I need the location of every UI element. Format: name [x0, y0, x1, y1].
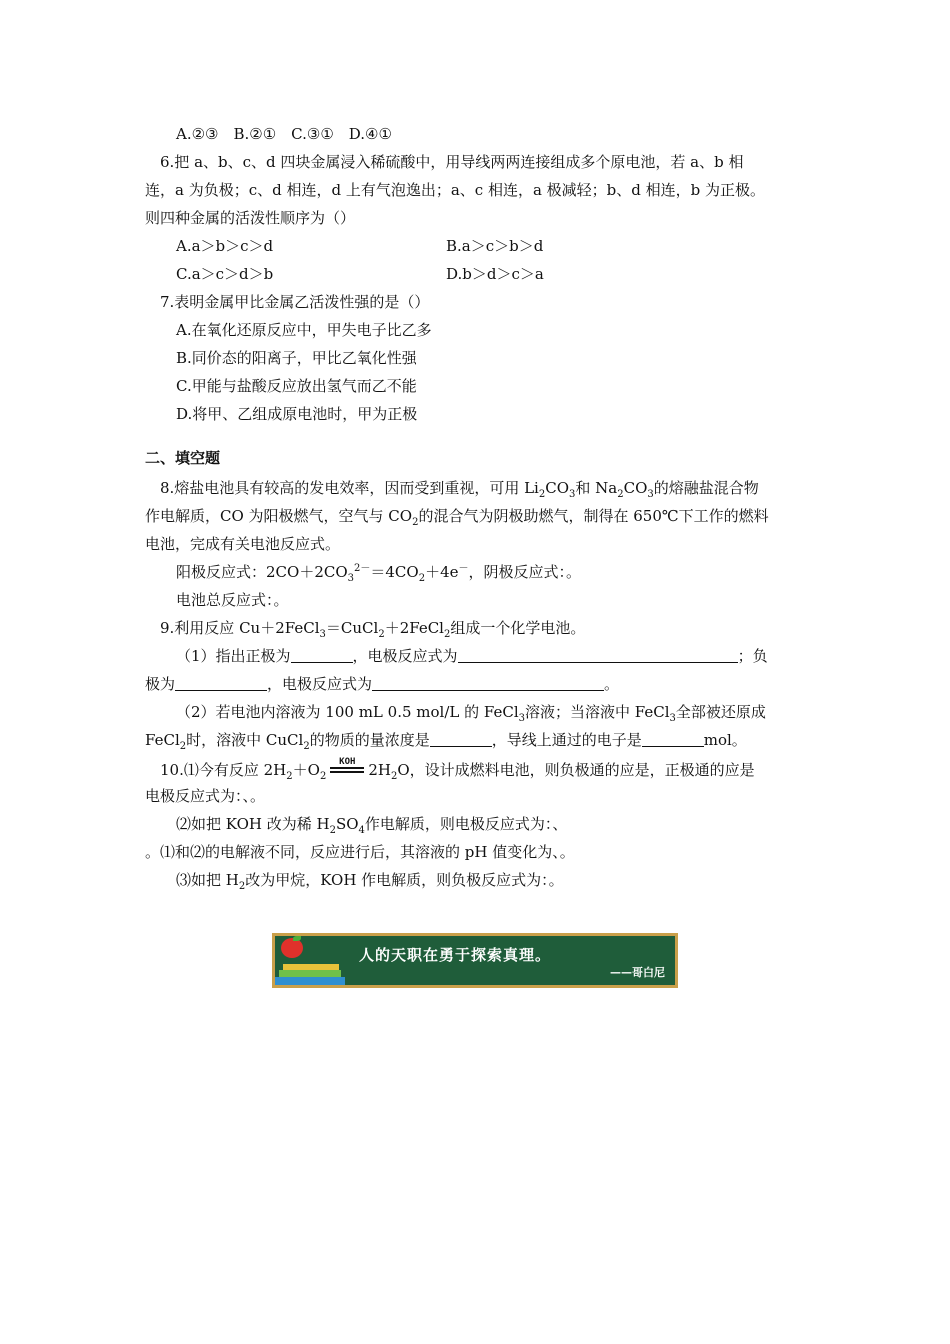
books-icon [275, 963, 345, 985]
q7-option-c: C.甲能与盐酸反应放出氢气而乙不能 [176, 377, 417, 395]
banner-author: ——哥白尼 [610, 966, 665, 979]
q9-stem: 9.利用反应 Cu＋2FeCl$_3$＝CuCl$_2$＋2FeCl$_2$组成一个化学电池。 [160, 619, 586, 640]
q8-line1: 8.熔盐电池具有较高的发电效率，因而受到重视，可用 $Li_2CO_3$和 $Na_2CO_3$的熔融盐混合物 [160, 479, 759, 500]
q9-part2-line2: FeCl$_2$时，溶液中 CuCl$_2$的物质的量浓度是 ，导线上通过的电子是 mol。 [145, 731, 747, 752]
q10-part1-line2: 电极反应式为：、。 [145, 787, 266, 805]
concentration-blank[interactable] [430, 731, 492, 747]
q6-option-a: A.a＞b＞c＞d [176, 237, 274, 255]
q7-option-a: A.在氧化还原反应中，甲失电子比乙多 [176, 321, 432, 339]
q6-stem-line2: 连，a 为负极；c、d 相连，d 上有气泡逸出；a、c 相连，a 极减轻；b、d 相连，b 为正极。 [145, 181, 766, 199]
q6-stem-line3: 则四种金属的活泼性顺序为（） [145, 209, 356, 227]
q7-option-d: D.将甲、乙组成原电池时，甲为正极 [176, 405, 418, 423]
q8-line3: 电池，完成有关电池反应式。 [145, 535, 341, 553]
banner-quote: 人的天职在勇于探索真理。 [359, 946, 552, 964]
q8-anode-equation: 阳极反应式：$2CO+2CO_3^{2-}=4CO_2+4e^-$，阴极反应式：。 [176, 563, 582, 584]
q10-part3: ⑶如把 $H_2$改为甲烷，KOH 作电解质，则负极反应式为：。 [176, 871, 564, 892]
apple-icon [281, 938, 303, 958]
negative-equation-blank[interactable] [372, 675, 604, 691]
chalkboard [275, 936, 675, 985]
q10-part2-line1: ⑵如把 KOH 改为稀 $H_2SO_4$作电解质，则电极反应式为：、 [176, 815, 568, 836]
q8-line2: 作电解质，CO 为阳极燃气，空气与 $CO_2$的混合气为阴极助燃气，制得在 650℃下工作的燃料 [145, 507, 769, 528]
q9-part2-line1: （2）若电池内溶液为 100 mL 0.5 mol/L 的 FeCl$_3$溶液；当溶液中 FeCl$_3$全部被还原成 [176, 703, 766, 724]
section-title: 二、填空题 [145, 449, 221, 467]
q8-total-equation: 电池总反应式：。 [176, 591, 289, 609]
q9-part1-line1: （1）指出正极为 ，电极反应式为 ；负 [176, 647, 768, 665]
leaf-icon [293, 936, 301, 941]
q5-options: A.②③ B.②① C.③① D.④① [176, 125, 392, 143]
q9-part1-line2: 极为 ，电极反应式为 。 [145, 675, 620, 693]
positive-electrode-blank[interactable] [291, 647, 353, 663]
positive-equation-blank[interactable] [458, 647, 738, 663]
electron-blank[interactable] [642, 731, 704, 747]
koh-reaction-arrow: KOH [330, 758, 364, 778]
negative-electrode-blank[interactable] [175, 675, 267, 691]
quote-banner [272, 933, 678, 988]
q6-option-c: C.a＞c＞d＞b [176, 265, 274, 283]
q10-part2-line2: 。⑴和⑵的电解液不同，反应进行后，其溶液的 pH 值变化为、。 [145, 843, 575, 861]
q10-part1-line1: 10.⑴今有反应 $2H_2+O_2$ KOH $2H_2O$，设计成燃料电池，则负极通的应是，正极通的应是 [160, 757, 755, 782]
q6-option-d: D.b＞d＞c＞a [446, 265, 544, 283]
q6-option-b: B.a＞c＞b＞d [446, 237, 544, 255]
q6-stem-line1: 6.把 a、b、c、d 四块金属浸入稀硫酸中，用导线两两连接组成多个原电池，若 a、b 相 [160, 153, 744, 171]
q7-stem: 7.表明金属甲比金属乙活泼性强的是（） [160, 293, 430, 311]
q7-option-b: B.同价态的阳离子，甲比乙氧化性强 [176, 349, 417, 367]
